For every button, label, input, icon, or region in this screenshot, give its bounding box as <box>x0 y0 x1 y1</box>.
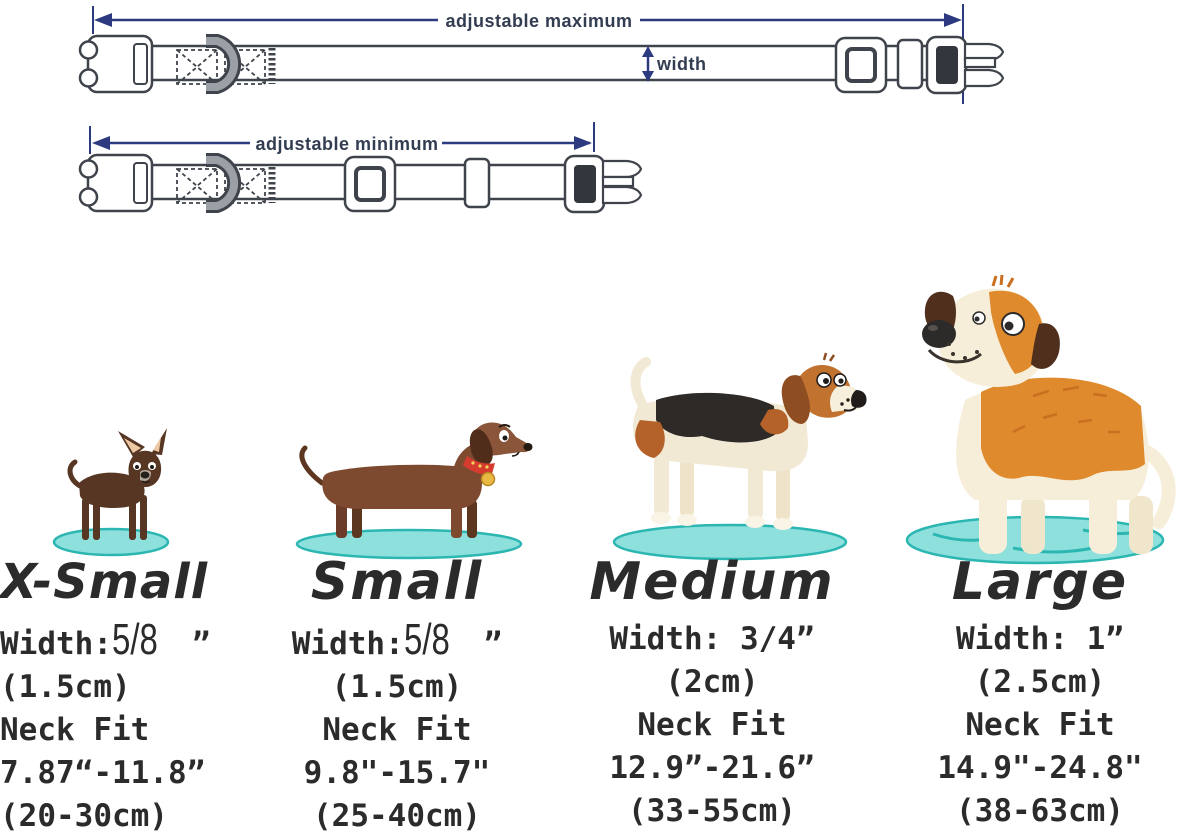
width-cm: (1.5cm) <box>0 669 131 705</box>
width-spec <box>272 615 522 666</box>
neck-range: 7.87“-11.8” <box>0 755 206 791</box>
width-suffix: ” <box>1105 621 1124 657</box>
size-column-small <box>272 550 522 836</box>
width-value: 5/8 <box>111 615 158 664</box>
neck-cm: (25-40cm) <box>313 798 481 834</box>
buckle-prong-bottom <box>965 70 1003 86</box>
neck-fit-label: Neck Fit <box>0 712 150 748</box>
width-spec <box>0 615 240 666</box>
width-value: 5/8 <box>403 615 450 664</box>
buckle-prong-top <box>603 161 641 177</box>
adjustable-minimum-label: adjustable minimum <box>255 134 439 154</box>
width-value: 3/4 <box>739 621 796 657</box>
width-spec <box>582 618 842 661</box>
size-name: Large <box>951 552 1129 612</box>
neck-fit-label: Neck Fit <box>965 707 1115 743</box>
width-prefix: Width: <box>291 626 404 662</box>
buckle-prong-center <box>603 177 633 186</box>
width-suffix: ” <box>464 626 503 662</box>
size-column-xsmall <box>0 550 240 836</box>
adjustable-maximum-label: adjustable maximum <box>445 11 633 31</box>
collar-tag <box>482 473 495 486</box>
size-name: Medium <box>589 552 835 612</box>
width-cm: (2.5cm) <box>974 664 1106 700</box>
neck-fit-label: Neck Fit <box>322 712 472 748</box>
width-prefix: Width: <box>0 626 112 662</box>
hip-patch <box>635 420 665 458</box>
dachshund-illustration <box>283 410 533 560</box>
size-name: X-Small <box>0 554 209 610</box>
neck-range: 14.9"-24.8" <box>937 750 1143 786</box>
dog-tail <box>302 448 322 483</box>
dog-head <box>922 275 1060 387</box>
width-cm: (2cm) <box>665 664 759 700</box>
width-cm: (1.5cm) <box>331 669 463 705</box>
neck-cm: (20-30cm) <box>0 798 168 834</box>
beagle-illustration <box>600 350 870 562</box>
saint-bernard-illustration <box>893 272 1177 568</box>
width-suffix: ” <box>795 621 815 657</box>
dog-tail <box>636 362 647 410</box>
width-prefix: Width: <box>956 621 1087 657</box>
width-spec <box>908 618 1172 661</box>
collar-adjustable-maximum-diagram <box>0 0 1177 112</box>
neck-cm: (38-63cm) <box>956 793 1124 829</box>
buckle-prong-center <box>965 58 995 67</box>
collar-hardware-min <box>80 155 641 212</box>
neck-cm: (33-55cm) <box>628 793 796 829</box>
neck-range: 12.9”-21.6” <box>609 750 815 786</box>
neck-range: 9.8"-15.7" <box>303 755 491 791</box>
collar-hardware-max <box>80 36 1003 93</box>
hair-tufts <box>993 275 1013 287</box>
neck-fit-label: Neck Fit <box>637 707 787 743</box>
collar-adjustable-minimum-diagram <box>0 116 700 238</box>
buckle-prong-bottom <box>603 187 641 203</box>
chihuahua-illustration <box>48 424 178 559</box>
size-name: Small <box>310 552 484 612</box>
strap-keeper-loop <box>898 40 922 88</box>
width-label: width <box>657 54 707 74</box>
size-column-medium <box>582 550 842 833</box>
size-column-large <box>908 550 1172 833</box>
width-suffix: ” <box>173 626 211 662</box>
dog-tail <box>70 462 80 486</box>
width-prefix: Width: <box>609 621 740 657</box>
dog-nose <box>524 443 533 451</box>
strap-keeper-loop <box>465 159 489 207</box>
width-value: 1 <box>1086 621 1106 657</box>
back-patch <box>981 378 1145 481</box>
